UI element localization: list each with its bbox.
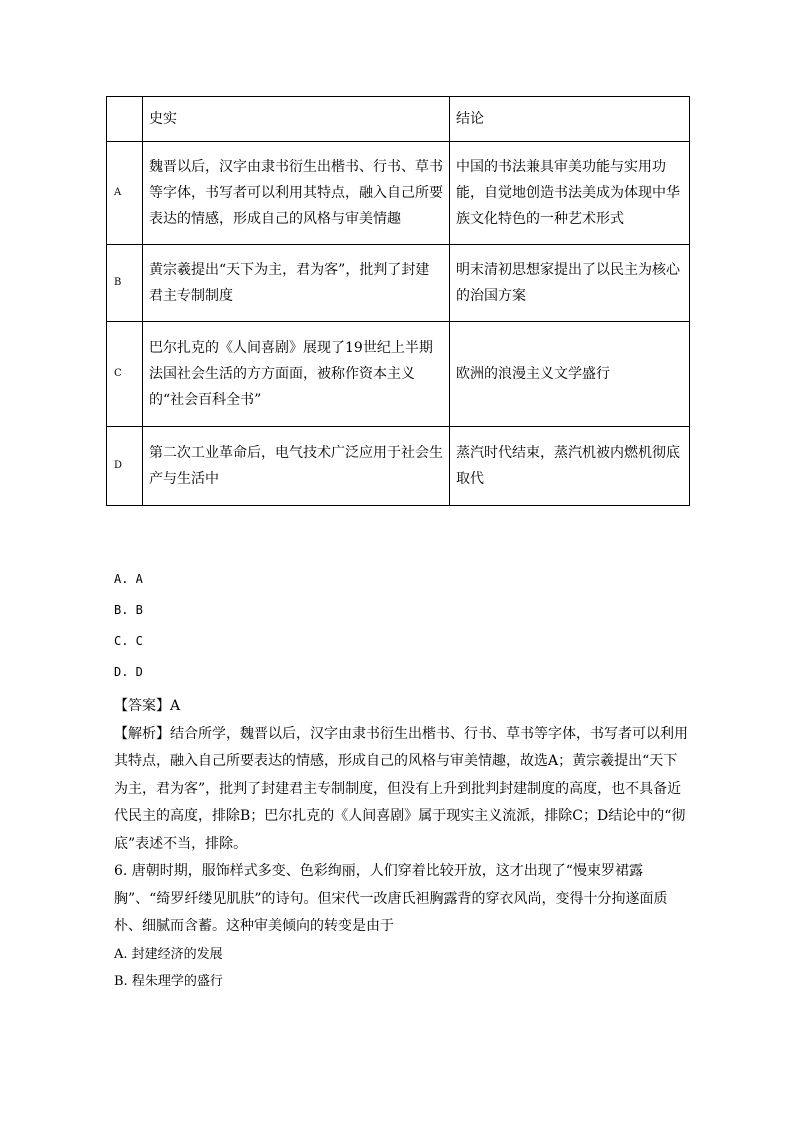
row-key-cell: D xyxy=(107,427,143,506)
header-key-cell xyxy=(107,97,143,142)
facts-table xyxy=(106,96,690,506)
table-header-row xyxy=(107,97,690,142)
row-fact-cell: 第二次工业革命后，电气技术广泛应用于社会生产与生活中 xyxy=(143,427,450,506)
row-conclusion-cell: 蒸汽时代结束，蒸汽机被内燃机彻底取代 xyxy=(450,427,690,506)
header-conclusion-cell: 结论 xyxy=(450,97,690,142)
table-row xyxy=(107,245,690,322)
table-row xyxy=(107,322,690,427)
analysis-paragraph: 【解析】结合所学，魏晋以后，汉字由隶书衍生出楷书、行书、草书等字体，书写者可以利用其特点，融入自己所要表达的情感，形成自己的风格与审美情趣，故选A；黄宗羲提出“天下为主，君为客”，批判了封建君主专制制度，但没有上升到批判封建制度的高度，也不具备近代民主的高度，排除B；巴尔扎克的《人间喜剧》属于现实主义流派，排除C；D结论中的“彻底”表述不当，排除。 xyxy=(114,725,688,852)
table-row xyxy=(107,142,690,245)
question-6-stem: 6. 唐朝时期，服饰样式多变、色彩绚丽，人们穿着比较开放，这才出现了“慢束罗裙露胸”、“绮罗纤缕见肌肤”的诗句。但宋代一改唐氏袒胸露背的穿衣风尚，变得十分拘遂面质朴、细腻而含蓄。这种审美倾向的转变是由于 xyxy=(114,863,668,934)
option-d: D. D xyxy=(114,665,143,679)
row-conclusion-cell: 中国的书法兼具审美功能与实用功能，自觉地创造书法美成为体现中华族文化特色的一种艺术形式 xyxy=(450,142,690,245)
row-key-cell: A xyxy=(107,142,143,245)
question-6-option-b: B. 程朱理学的盛行 xyxy=(114,974,223,989)
question-6-option-a: A. 封建经济的发展 xyxy=(114,946,223,962)
option-a: A. A xyxy=(114,572,143,586)
row-conclusion-cell: 欧洲的浪漫主义文学盛行 xyxy=(450,322,690,427)
row-fact-cell: 魏晋以后，汉字由隶书衍生出楷书、行书、草书等字体，书写者可以利用其特点，融入自己所要表达的情感，形成自己的风格与审美情趣 xyxy=(143,142,450,245)
row-fact-cell: 黄宗羲提出“天下为主，君为客”，批判了封建君主专制制度 xyxy=(143,245,450,322)
row-key-cell: C xyxy=(107,322,143,427)
row-fact-cell: 巴尔扎克的《人间喜剧》展现了19世纪上半期法国社会生活的方方面面，被称作资本主义的“社会百科全书” xyxy=(143,322,450,427)
row-key-cell: B xyxy=(107,245,143,322)
option-b: B. B xyxy=(114,603,143,617)
row-conclusion-cell: 明末清初思想家提出了以民主为核心的治国方案 xyxy=(450,245,690,322)
option-c: C. C xyxy=(114,634,143,648)
header-fact-cell: 史实 xyxy=(143,97,450,142)
answer-line: 【答案】A xyxy=(114,698,181,714)
answer-options xyxy=(114,568,143,692)
solution-section xyxy=(114,693,689,996)
table-row xyxy=(107,427,690,506)
